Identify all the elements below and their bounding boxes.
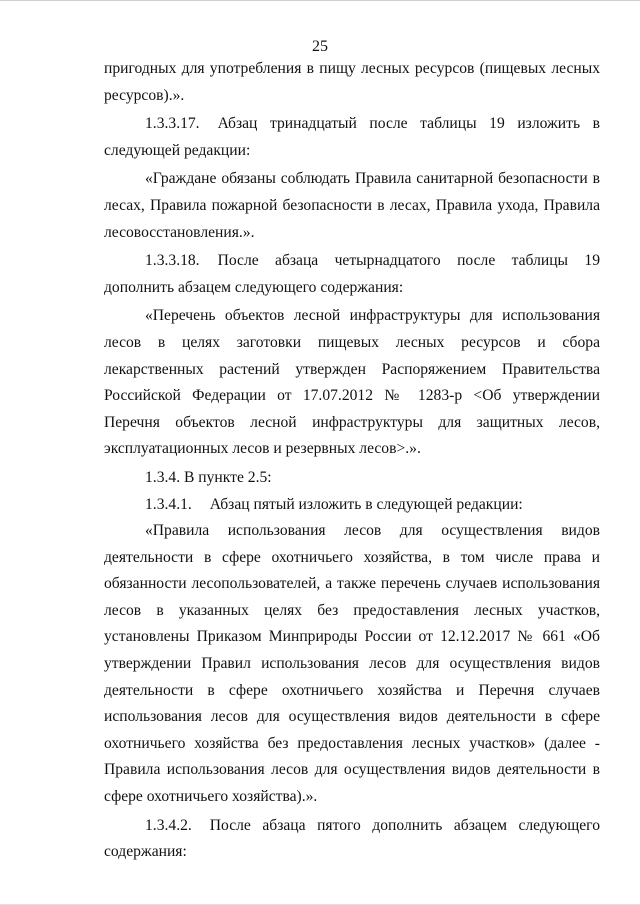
item-number: 1.3.4.2. — [145, 816, 192, 834]
item-number: 1.3.3.17. — [145, 115, 200, 133]
paragraph-continuation — [104, 56, 600, 109]
paragraph-text: «Перечень объектов лесной инфраструктуры для использования лесов в целях заготовки пищевых лесных ресурсов и сбора лекарственных растений утвержден Распоряжением Правительства Российской Федерации от 17.07.2012 № 1283-р <Об утверждении Перечня объектов лесной инфраструктуры для защитных лесов, эксплуатационных лесов и резервных лесов>.». — [104, 307, 600, 458]
item-number: 1.3.4.1. — [145, 495, 192, 513]
paragraph-text: «Граждане обязаны соблюдать Правила санитарной безопасности в лесах, Правила пожарной безопасности в лесах, Правила ухода, Правила лесовосстановления.». — [104, 170, 600, 241]
paragraph-item-1-3-4-2 — [104, 813, 600, 866]
paragraph-text: Абзац тринадцатый после таблицы 19 изложить в следующей редакции: — [104, 115, 600, 159]
paragraph-text: пригодных для употребления в пищу лесных ресурсов (пищевых лесных ресурсов).». — [104, 60, 600, 104]
paragraph-text: 1.3.4. В пункте 2.5: — [145, 468, 272, 486]
paragraph-text: Абзац пятый изложить в следующей редакции: — [209, 495, 523, 513]
paragraph-text: После абзаца пятого дополнить абзацем следующего содержания: — [104, 816, 600, 861]
page-number: 25 — [312, 38, 328, 55]
document-body — [104, 56, 600, 866]
section-heading-1-3-4 — [104, 465, 600, 492]
paragraph-item-1-3-3-17 — [104, 111, 600, 164]
paragraph-text: «Правила использования лесов для осуществления видов деятельности в сфере охотничьего хозяйства, в том числе права и обязанности лесопользователей, а также перечень случаев использования лесов в указанных целях без предоставления лесных участков, установлены Приказом Минприроды России от 12.12.2017 № 661 «Об утверждении Правил использования лесов для осуществления видов деятельности в сфере охотничьего хозяйства и Перечня случаев использования лесов для осуществления видов деятельности в сфере охотничьего хозяйства без предоставления лесных участков» (далее - Правила использования лесов для осуществления видов деятельности в сфере охотничьего хозяйства).». — [104, 522, 600, 806]
top-edge-divider — [0, 0, 640, 1]
quoted-paragraph — [104, 166, 600, 246]
paragraph-item-1-3-4-1 — [104, 492, 600, 519]
paragraph-item-1-3-3-18 — [104, 248, 600, 301]
item-number: 1.3.3.18. — [145, 252, 200, 270]
quoted-paragraph — [104, 518, 600, 811]
paragraph-text: После абзаца четырнадцатого после таблицы 19 дополнить абзацем следующего содержания: — [104, 252, 600, 296]
quoted-paragraph — [104, 303, 600, 463]
